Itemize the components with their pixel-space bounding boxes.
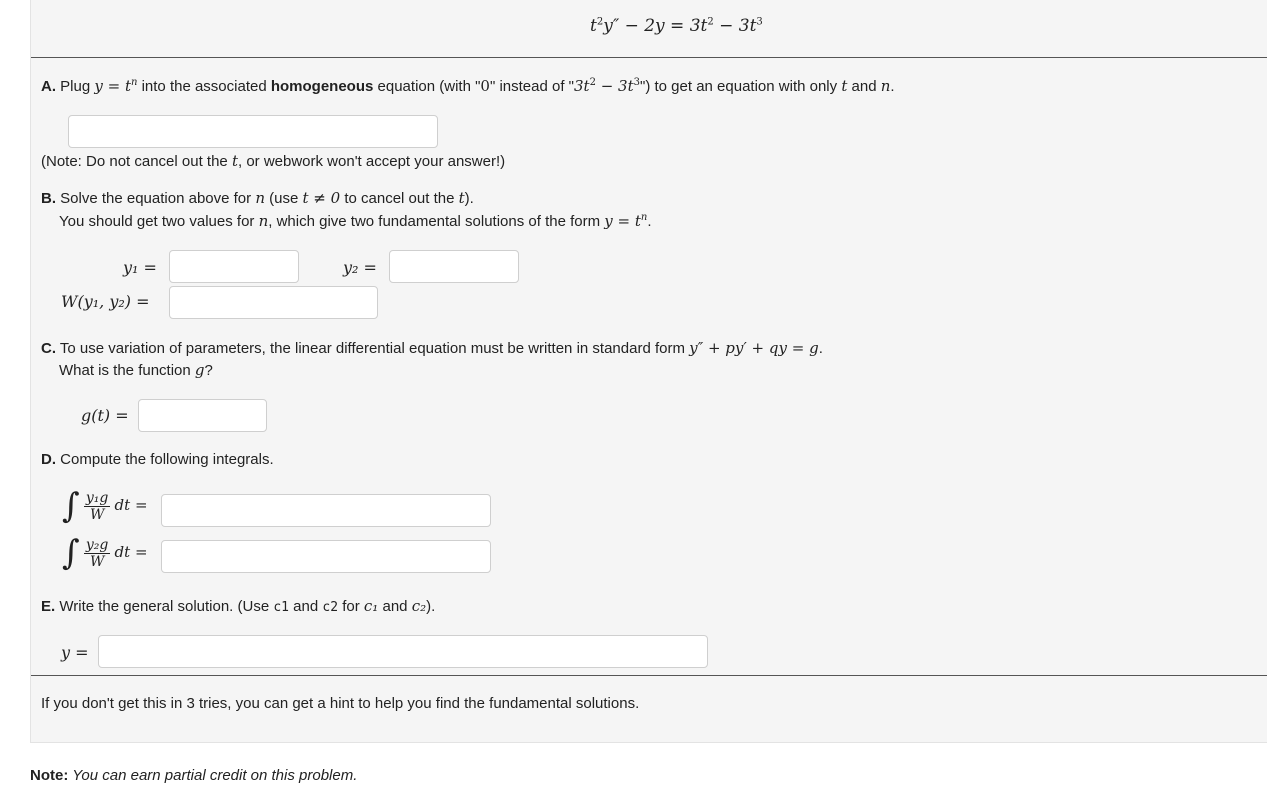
general-solution-label: y = [61, 643, 89, 662]
note-text: (Note: Do not cancel out the t, or webwork won't accept your answer!) [41, 152, 506, 170]
part-c-question: What is the function g? [59, 361, 213, 379]
problem-panel [30, 0, 1267, 743]
integral-sign: ∫ [62, 486, 80, 526]
divider-bottom [31, 675, 1267, 676]
integral-2: ∫ $\frac{\text{y₂g}}{W}$ dt = [62, 533, 148, 573]
partial-credit-note: Note: You can earn partial credit on this problem. [30, 767, 358, 784]
y2-label: y₂ = [343, 258, 377, 277]
integral-sign: ∫ [62, 533, 80, 573]
y1-label: y₁ = [123, 258, 157, 277]
hint-text: If you don't get this in 3 tries, you can get a hint to help you find the fundamental solutions. [41, 695, 640, 712]
part-b-text: B. Solve the equation above for n (use t ≠ 0 to cancel out the t). [41, 189, 474, 207]
part-e-text: E. Write the general solution. (Use c1 and c2 for c₁ and c₂). [41, 597, 436, 615]
part-d-text: D. Compute the following integrals. [41, 451, 274, 468]
part-a-answer-input[interactable] [68, 115, 438, 148]
y1-input[interactable] [169, 250, 299, 283]
part-c-text: C. To use variation of parameters, the linear differential equation must be written in standard form y″ + py′ + qy = g. [41, 339, 823, 357]
integral-1-input[interactable] [161, 494, 491, 527]
wronskian-label: W(y₁, y₂) = [61, 292, 150, 311]
wronskian-input[interactable] [169, 286, 378, 319]
g-label: g(t) = [81, 406, 129, 425]
integral-2-input[interactable] [161, 540, 491, 573]
g-input[interactable] [138, 399, 267, 432]
integrand-fraction-2: $\frac{\text{y₂g}}{W}$ [85, 536, 109, 570]
part-b-instruction: You should get two values for n, which give two fundamental solutions of the form $y = t^n$. [59, 212, 652, 230]
y2-input[interactable] [389, 250, 519, 283]
divider-top [31, 57, 1267, 58]
problem-equation: $t^2y'' - 2y = 3t^2 - 3t^3$ [590, 16, 763, 36]
integrand-fraction-1: $\frac{\text{y₁g}}{W}$ [85, 489, 109, 523]
part-a-text: A. Plug $y = t^n$ into the associated homogeneous equation (with "0" instead of "$3t^2$ − $3t^3$") to get an equation with only t and n. [41, 77, 895, 95]
integral-1: ∫ $\frac{\text{y₁g}}{W}$ dt = [62, 486, 148, 526]
general-solution-input[interactable] [98, 635, 708, 668]
